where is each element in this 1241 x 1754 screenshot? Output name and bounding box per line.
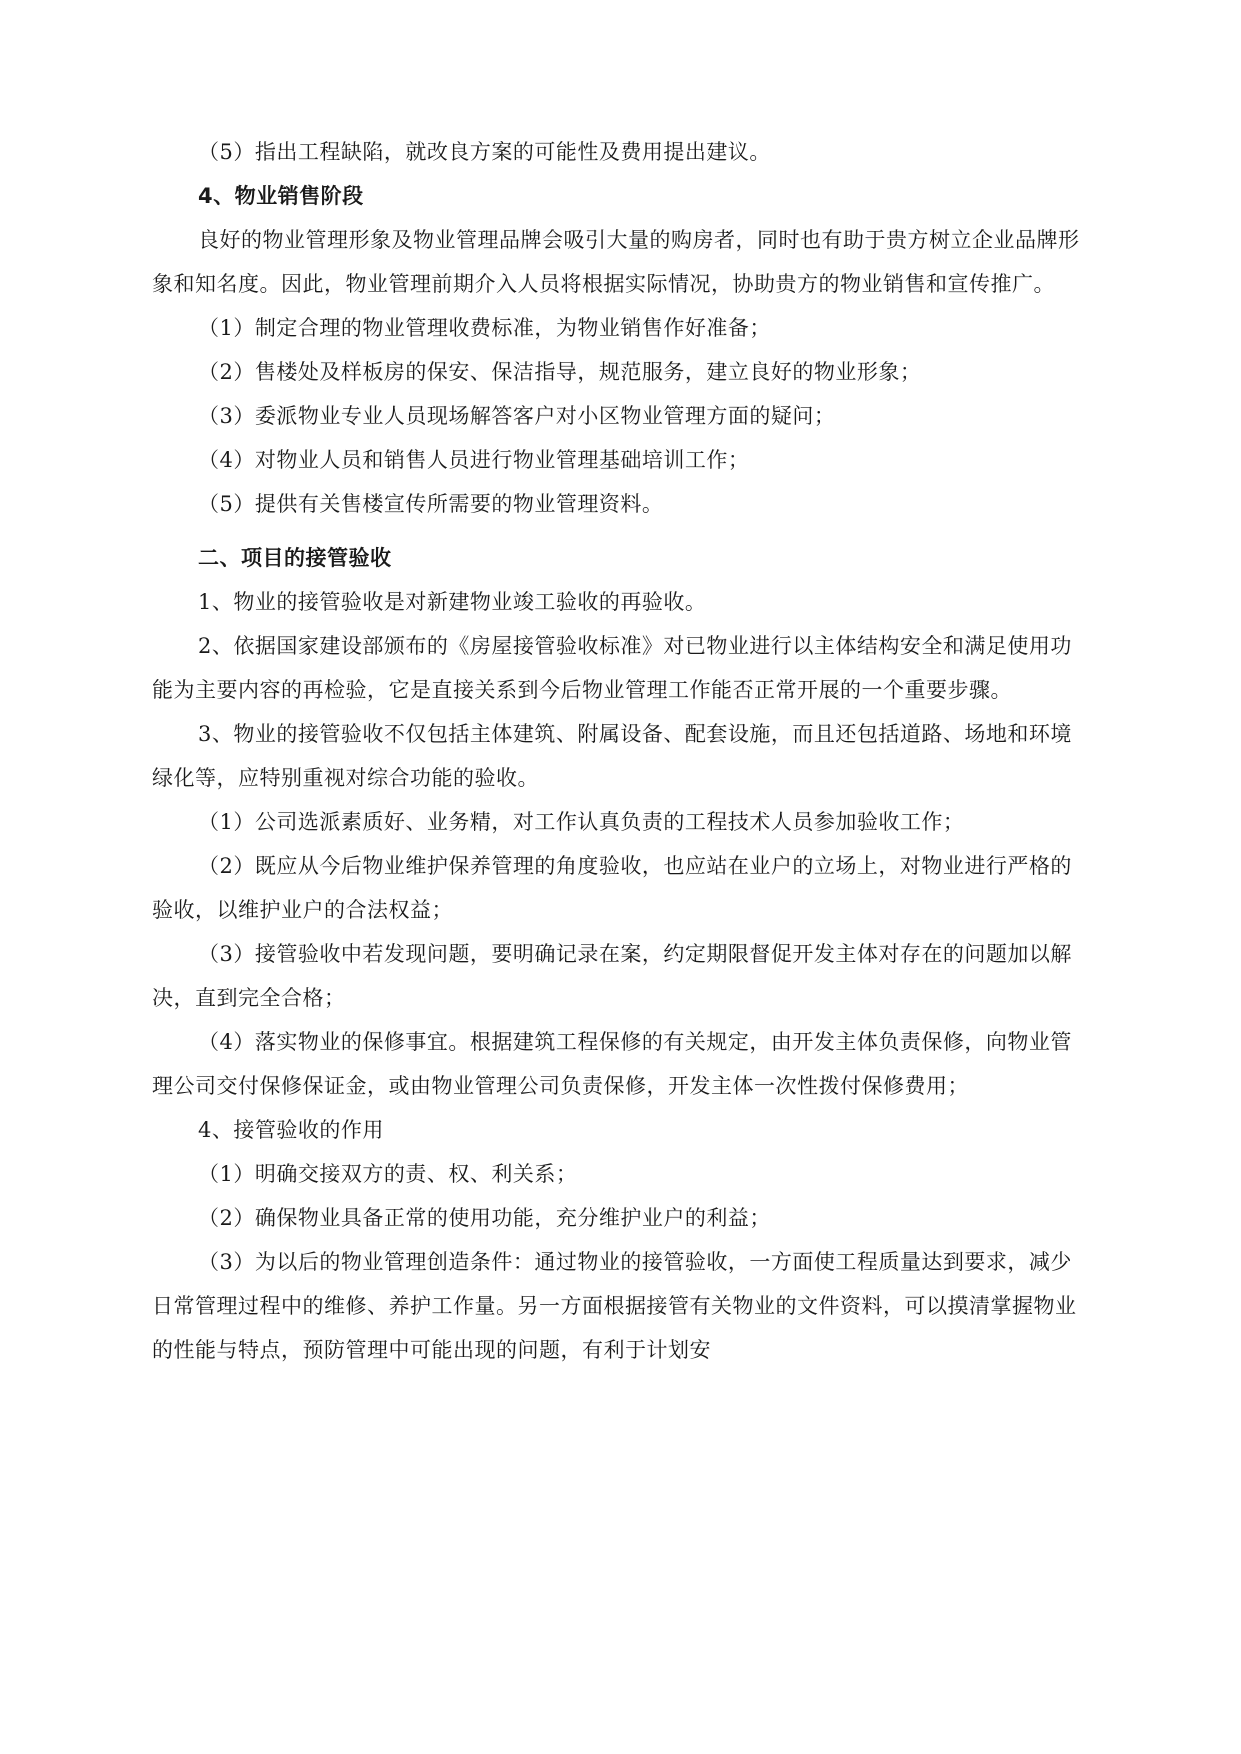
list-item-role-1: （1）明确交接双方的责、权、利关系； — [198, 1162, 578, 1186]
paragraph-acceptance-role-heading: 4、接管验收的作用 — [198, 1118, 384, 1142]
paragraph-acceptance-3: 3、物业的接管验收不仅包括主体建筑、附属设备、配套设施，而且还包括道路、场地和环境绿化等，应特别重视对综合功能的验收。 — [152, 722, 1072, 790]
list-item-sales-2: （2）售楼处及样板房的保安、保洁指导，规范服务，建立良好的物业形象； — [198, 360, 922, 384]
paragraph-acceptance-1: 1、物业的接管验收是对新建物业竣工验收的再验收。 — [198, 590, 707, 614]
list-item-acceptance-1: （1）公司选派素质好、业务精，对工作认真负责的工程技术人员参加验收工作； — [198, 810, 965, 834]
paragraph-acceptance-2: 2、依据国家建设部颁布的《房屋接管验收标准》对已物业进行以主体结构安全和满足使用功能为主要内容的再检验，它是直接关系到今后物业管理工作能否正常开展的一个重要步骤。 — [152, 634, 1072, 702]
paragraph-item-5-defects: （5）指出工程缺陷，就改良方案的可能性及费用提出建议。 — [198, 140, 771, 164]
list-item-sales-1: （1）制定合理的物业管理收费标准，为物业销售作好准备； — [198, 316, 771, 340]
section-heading-sales-stage: 4、物业销售阶段 — [198, 184, 364, 208]
list-item-acceptance-2: （2）既应从今后物业维护保养管理的角度验收，也应站在业户的立场上，对物业进行严格的验收，以维护业户的合法权益； — [152, 854, 1072, 922]
document-page — [152, 130, 1092, 1372]
list-item-role-2: （2）确保物业具备正常的使用功能，充分维护业户的利益； — [198, 1206, 771, 1230]
list-item-sales-4: （4）对物业人员和销售人员进行物业管理基础培训工作； — [198, 448, 750, 472]
list-item-role-3: （3）为以后的物业管理创造条件：通过物业的接管验收，一方面使工程质量达到要求，减少日常管理过程中的维修、养护工作量。另一方面根据接管有关物业的文件资料，可以摸清掌握物业的性能与特点，预防管理中可能出现的问题，有利于计划安 — [152, 1250, 1077, 1362]
list-item-sales-5: （5）提供有关售楼宣传所需要的物业管理资料。 — [198, 492, 664, 516]
section-heading-takeover-acceptance: 二、项目的接管验收 — [198, 546, 392, 570]
list-item-sales-3: （3）委派物业专业人员现场解答客户对小区物业管理方面的疑问； — [198, 404, 836, 428]
list-item-acceptance-4: （4）落实物业的保修事宜。根据建筑工程保修的有关规定，由开发主体负责保修，向物业管理公司交付保修保证金，或由物业管理公司负责保修，开发主体一次性拨付保修费用； — [152, 1030, 1072, 1098]
list-item-acceptance-3: （3）接管验收中若发现问题，要明确记录在案，约定期限督促开发主体对存在的问题加以解决，直到完全合格； — [152, 942, 1072, 1010]
paragraph-sales-intro: 良好的物业管理形象及物业管理品牌会吸引大量的购房者，同时也有助于贵方树立企业品牌形象和知名度。因此，物业管理前期介入人员将根据实际情况，协助贵方的物业销售和宣传推广。 — [152, 228, 1080, 296]
